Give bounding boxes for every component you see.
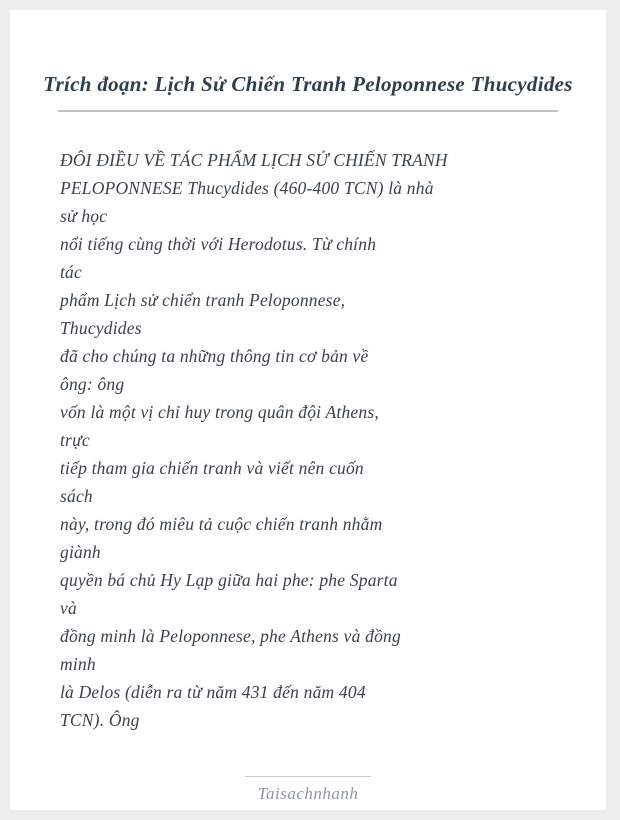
body-line: nổi tiếng cùng thời với Herodotus. Từ chính bbox=[60, 234, 377, 254]
title-divider bbox=[58, 110, 558, 112]
body-line: PELOPONNESE Thucydides (460-400 TCN) là nhà bbox=[60, 178, 434, 198]
page-footer bbox=[10, 776, 606, 804]
body-line: trực bbox=[60, 430, 90, 450]
body-line: sách bbox=[60, 486, 93, 506]
body-line: sử học bbox=[60, 206, 108, 226]
body-line: ông: ông bbox=[60, 374, 125, 394]
body-line: đã cho chúng ta những thông tin cơ bản về bbox=[60, 346, 369, 366]
body-line: phẩm Lịch sử chiến tranh Peloponnese, bbox=[60, 290, 346, 310]
body-line: TCN). Ông bbox=[60, 710, 140, 730]
document-page bbox=[10, 10, 606, 810]
body-line: tiếp tham gia chiến tranh và viết nên cuốn bbox=[60, 458, 364, 478]
body-line: này, trong đó miêu tả cuộc chiến tranh nhằm bbox=[60, 514, 383, 534]
body-line: tác bbox=[60, 262, 82, 282]
body-line: vốn là một vị chỉ huy trong quân đội Athens, bbox=[60, 402, 379, 422]
body-line: giành bbox=[60, 542, 101, 562]
footer-brand: Taisachnhanh bbox=[257, 784, 359, 803]
body-text bbox=[60, 146, 560, 734]
footer-divider bbox=[245, 776, 371, 777]
body-line: đồng minh là Peloponnese, phe Athens và đồng bbox=[60, 626, 401, 646]
body-line: và bbox=[60, 598, 77, 618]
page-title: Trích đoạn: Lịch Sử Chiến Tranh Peloponnese Thucydides bbox=[43, 72, 573, 96]
body-line: ĐÔI ĐIỀU VỀ TÁC PHẨM LỊCH SỬ CHIẾN TRANH bbox=[60, 150, 448, 170]
body-line: quyền bá chủ Hy Lạp giữa hai phe: phe Sparta bbox=[60, 570, 398, 590]
body-line: là Delos (diễn ra từ năm 431 đến năm 404 bbox=[60, 682, 366, 702]
body-line: Thucydides bbox=[60, 318, 142, 338]
body-line: minh bbox=[60, 654, 96, 674]
